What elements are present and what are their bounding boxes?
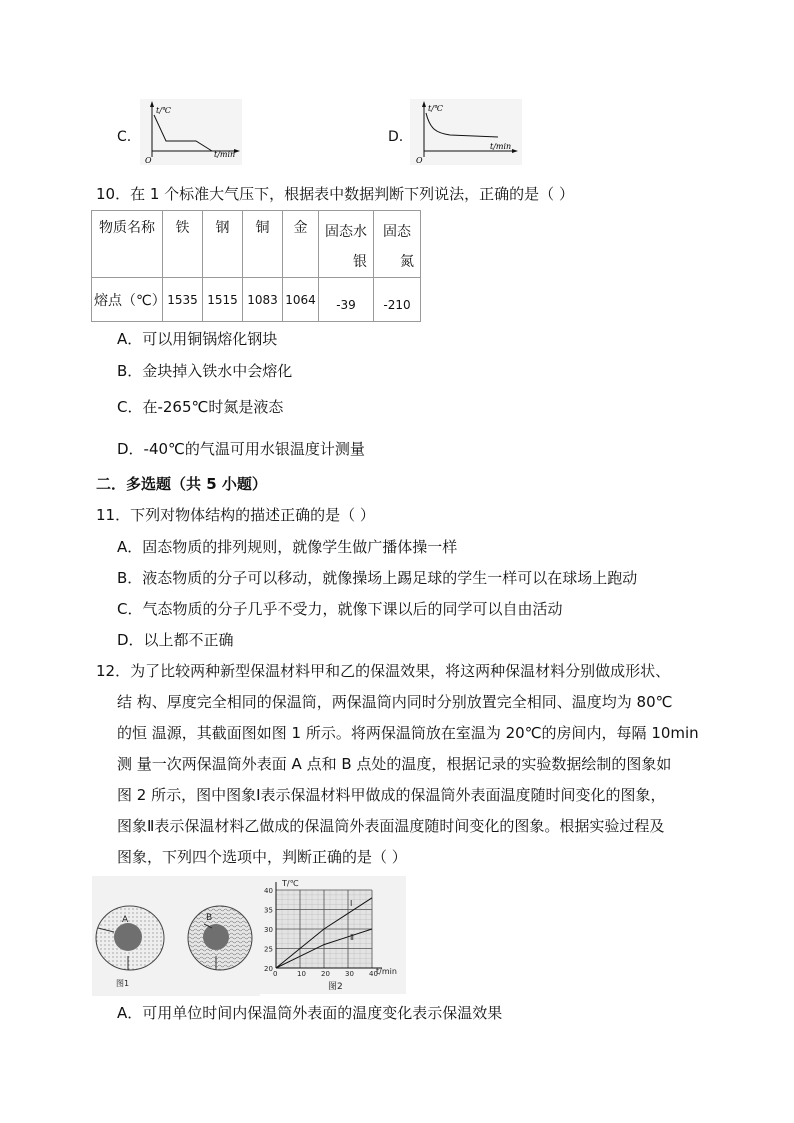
header-cell-mercury bbox=[319, 211, 374, 278]
curve-i-label: Ⅰ bbox=[350, 899, 353, 908]
q12-option-a[interactable]: A．可用单位时间内保温筒外表面的温度变化表示保温效果 bbox=[117, 1004, 503, 1022]
header-cell: 铜 bbox=[243, 211, 283, 278]
y-tick-label: 30 bbox=[264, 926, 273, 934]
header-cell-nitrogen bbox=[374, 211, 421, 278]
q12-stem-line: 测 量一次两保温筒外表面 A 点和 B 点处的温度，根据记录的实验数据绘制的图象如 bbox=[117, 755, 672, 773]
q10-option-c[interactable]: C．在-265℃时氮是液态 bbox=[117, 398, 284, 416]
origin-label: O bbox=[145, 156, 152, 165]
label-a: A bbox=[122, 915, 129, 925]
x-axis-label: t/min bbox=[490, 142, 512, 151]
table-header-row bbox=[92, 211, 421, 278]
q12-stem-line: 图 2 所示，图中图象Ⅰ表示保温材料甲做成的保温筒外表面温度随时间变化的图象， bbox=[117, 786, 666, 804]
figure-1-caption: 图1 bbox=[116, 979, 130, 988]
x-axis-title: t/min bbox=[376, 967, 397, 976]
q11-option-b[interactable]: B．液态物质的分子可以移动，就像操场上踢足球的学生一样可以在球场上跑动 bbox=[117, 569, 638, 587]
q11-option-c[interactable]: C．气态物质的分子几乎不受力，就像下课以后的同学可以自由活动 bbox=[117, 600, 563, 618]
q9-graph-c bbox=[140, 99, 242, 165]
q9-graph-d bbox=[410, 99, 522, 165]
q10-option-a[interactable]: A．可以用铜锅熔化钢块 bbox=[117, 330, 278, 348]
header-line: 氮 bbox=[400, 254, 414, 270]
header-cell: 物质名称 bbox=[92, 211, 163, 278]
q11-option-d[interactable]: D．以上都不正确 bbox=[117, 631, 234, 649]
x-tick-label: 0 bbox=[273, 970, 278, 978]
row-label-cell: 熔点（℃） bbox=[92, 278, 163, 322]
q10-stem: 10．在 1 个标准大气压下，根据表中数据判断下列说法，正确的是（ ） bbox=[96, 185, 574, 203]
header-cell: 金 bbox=[283, 211, 319, 278]
q12-stem-line: 图象Ⅱ表示保温材料乙做成的保温筒外表面温度随时间变化的图象。根据实验过程及 bbox=[117, 817, 665, 835]
y-tick-label: 20 bbox=[264, 965, 273, 973]
figure-1 bbox=[92, 876, 260, 996]
header-cell: 钢 bbox=[203, 211, 243, 278]
figure-2-caption: 图2 bbox=[328, 982, 343, 992]
q9-option-d-label: D. bbox=[388, 129, 404, 145]
value-cell: 1535 bbox=[163, 278, 203, 322]
y-axis-title: T/℃ bbox=[282, 879, 299, 888]
x-axis-label: t/min bbox=[214, 150, 236, 159]
x-tick-label: 10 bbox=[297, 970, 306, 978]
q10-option-d[interactable]: D．-40℃的气温可用水银温度计测量 bbox=[117, 440, 365, 458]
header-cell: 铁 bbox=[163, 211, 203, 278]
cylinder-b-core bbox=[203, 924, 229, 950]
curve-ii-label: Ⅱ bbox=[350, 933, 354, 942]
value-cell: 1064 bbox=[283, 278, 319, 322]
y-axis-label: t/℃ bbox=[428, 104, 443, 113]
x-tick-label: 20 bbox=[321, 970, 330, 978]
table-value-row bbox=[92, 278, 421, 322]
q12-stem-line: 图象，下列四个选项中，判断正确的是（ ） bbox=[117, 848, 407, 866]
x-tick-label: 30 bbox=[345, 970, 354, 978]
q10-option-b[interactable]: B．金块掉入铁水中会熔化 bbox=[117, 362, 293, 380]
header-line: 固态水 bbox=[325, 224, 367, 240]
header-line: 银 bbox=[353, 254, 367, 270]
y-tick-label: 35 bbox=[264, 906, 273, 915]
value-cell: 1083 bbox=[243, 278, 283, 322]
q12-stem-line: 结 构、厚度完全相同的保温筒，两保温筒内同时分别放置完全相同、温度均为 80℃ bbox=[117, 693, 673, 711]
q11-option-a[interactable]: A．固态物质的排列规则，就像学生做广播体操一样 bbox=[117, 538, 458, 556]
figure-2-chart bbox=[258, 876, 406, 994]
origin-label: O bbox=[416, 156, 423, 165]
q9-option-c-label: C. bbox=[117, 129, 132, 145]
y-tick-label: 25 bbox=[264, 945, 273, 954]
q12-stem-line: 12．为了比较两种新型保温材料甲和乙的保温效果，将这两种保温材料分别做成形状、 bbox=[96, 662, 671, 680]
cylinder-a-core bbox=[114, 923, 142, 951]
y-tick-label: 40 bbox=[264, 887, 273, 895]
melting-point-table bbox=[91, 210, 421, 322]
x-tick-label: 40 bbox=[369, 970, 378, 978]
label-b: B bbox=[206, 913, 213, 923]
value-cell: -39 bbox=[319, 278, 374, 322]
q11-stem: 11．下列对物体结构的描述正确的是（ ） bbox=[96, 506, 375, 524]
y-axis-label: t/℃ bbox=[156, 106, 171, 115]
q12-stem-line: 的恒 温源，其截面图如图 1 所示。将两保温筒放在室温为 20℃的房间内，每隔 10min bbox=[117, 724, 699, 742]
value-cell: -210 bbox=[374, 278, 421, 322]
section-title: 二．多选题（共 5 小题） bbox=[96, 475, 267, 493]
header-line: 固态 bbox=[383, 224, 411, 240]
value-cell: 1515 bbox=[203, 278, 243, 322]
